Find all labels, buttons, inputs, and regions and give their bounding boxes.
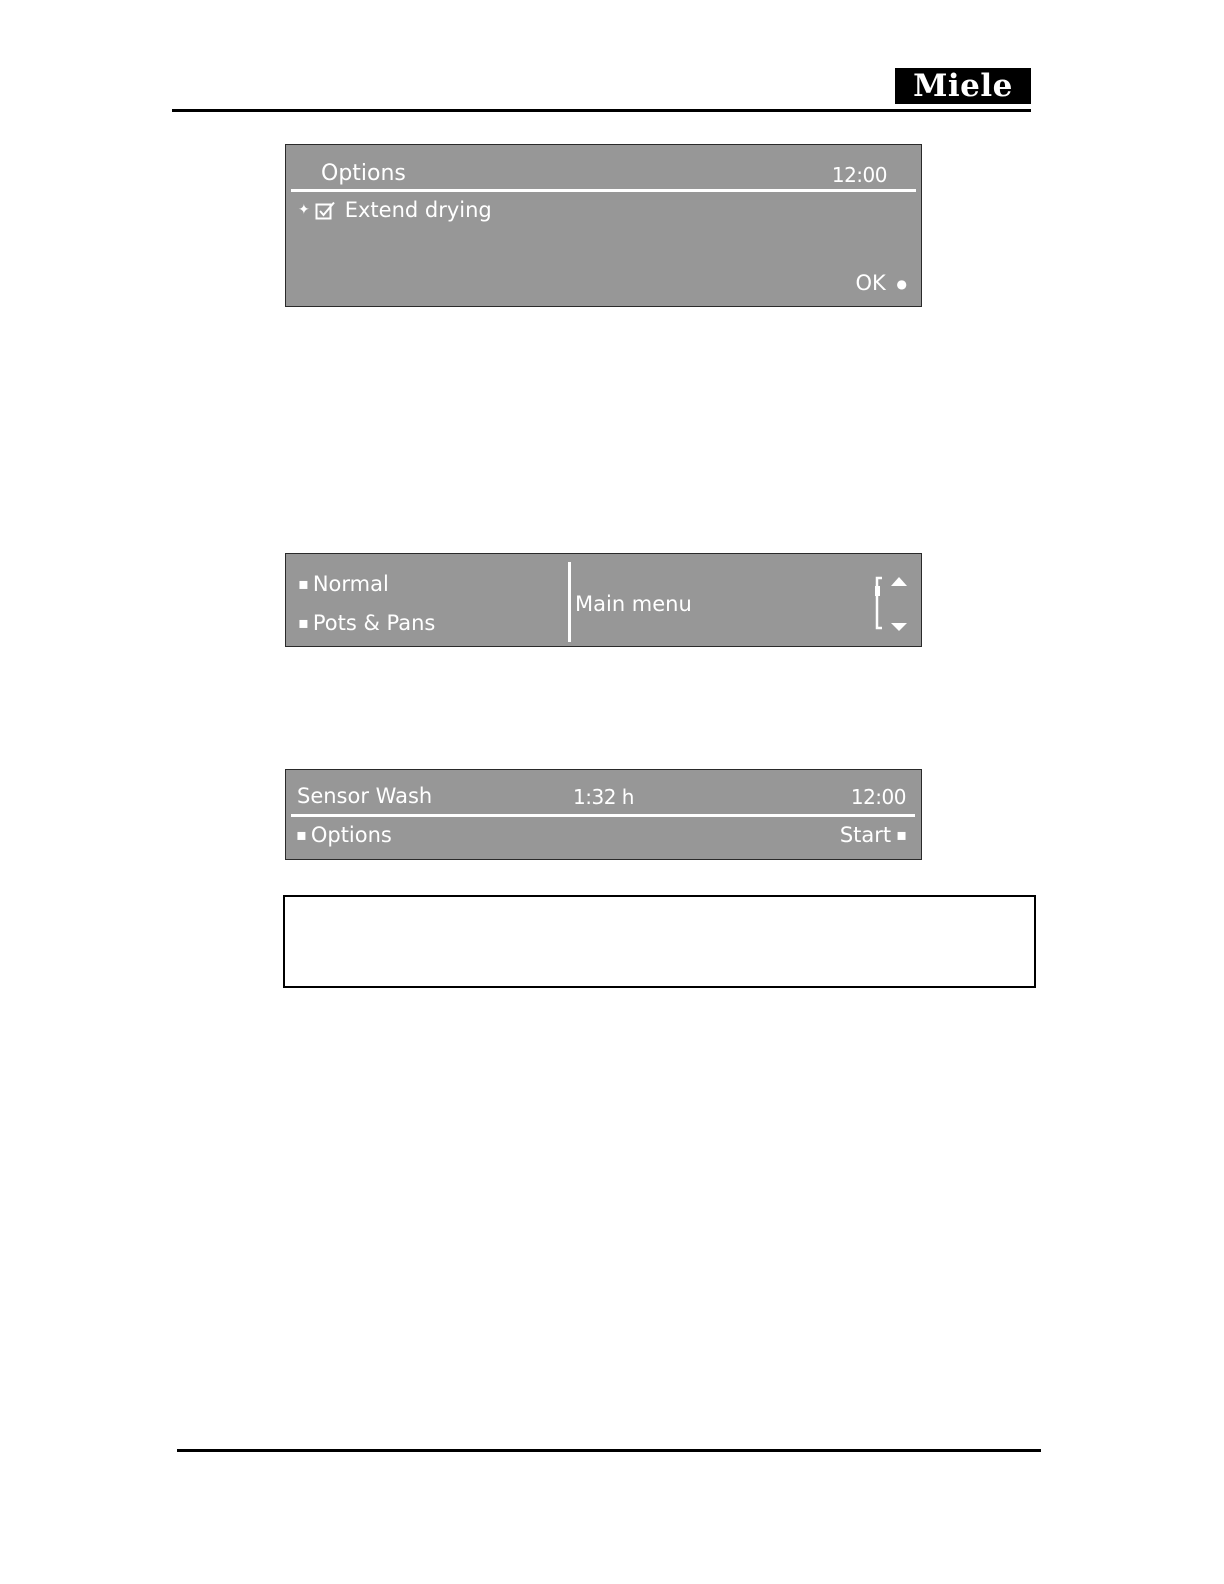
program-label: Normal xyxy=(312,572,389,596)
program-name: Sensor Wash xyxy=(297,784,433,808)
bullet-icon: ▪ xyxy=(298,574,309,593)
footer-rule xyxy=(177,1449,1041,1452)
option-label: Extend drying xyxy=(344,198,492,222)
options-title: Options xyxy=(321,161,406,186)
main-menu-display xyxy=(285,553,922,647)
program-label: Pots & Pans xyxy=(312,611,436,635)
start-button[interactable] xyxy=(840,825,907,846)
options-display xyxy=(285,144,922,307)
checkbox-checked-icon[interactable] xyxy=(315,201,337,221)
options-label: Options xyxy=(310,823,392,847)
option-extend-drying[interactable] xyxy=(298,200,492,221)
miele-logo: Miele xyxy=(895,68,1031,104)
ok-label: OK xyxy=(855,271,886,295)
status-divider xyxy=(291,814,915,817)
clock-time: 12:00 xyxy=(831,163,887,187)
scroll-up-down-icon[interactable] xyxy=(874,574,914,632)
program-item-normal[interactable] xyxy=(298,574,389,595)
sensor-wash-display xyxy=(285,769,922,860)
menu-divider xyxy=(568,562,571,642)
ok-bullet-icon: ● xyxy=(896,277,907,291)
options-button[interactable] xyxy=(296,825,392,846)
main-menu-label[interactable]: Main menu xyxy=(575,592,692,616)
bullet-icon: ▪ xyxy=(896,825,907,844)
bullet-icon: ▪ xyxy=(296,825,307,844)
selector-icon: ✦ xyxy=(298,201,310,218)
header-rule xyxy=(172,109,1031,112)
start-label: Start xyxy=(839,823,892,847)
note-box xyxy=(283,895,1036,988)
program-item-pots-pans[interactable] xyxy=(298,613,435,634)
ok-button[interactable] xyxy=(856,273,907,294)
clock-time: 12:00 xyxy=(850,785,906,809)
title-divider xyxy=(291,189,916,192)
bullet-icon: ▪ xyxy=(298,613,309,632)
program-duration: 1:32 h xyxy=(573,785,634,809)
